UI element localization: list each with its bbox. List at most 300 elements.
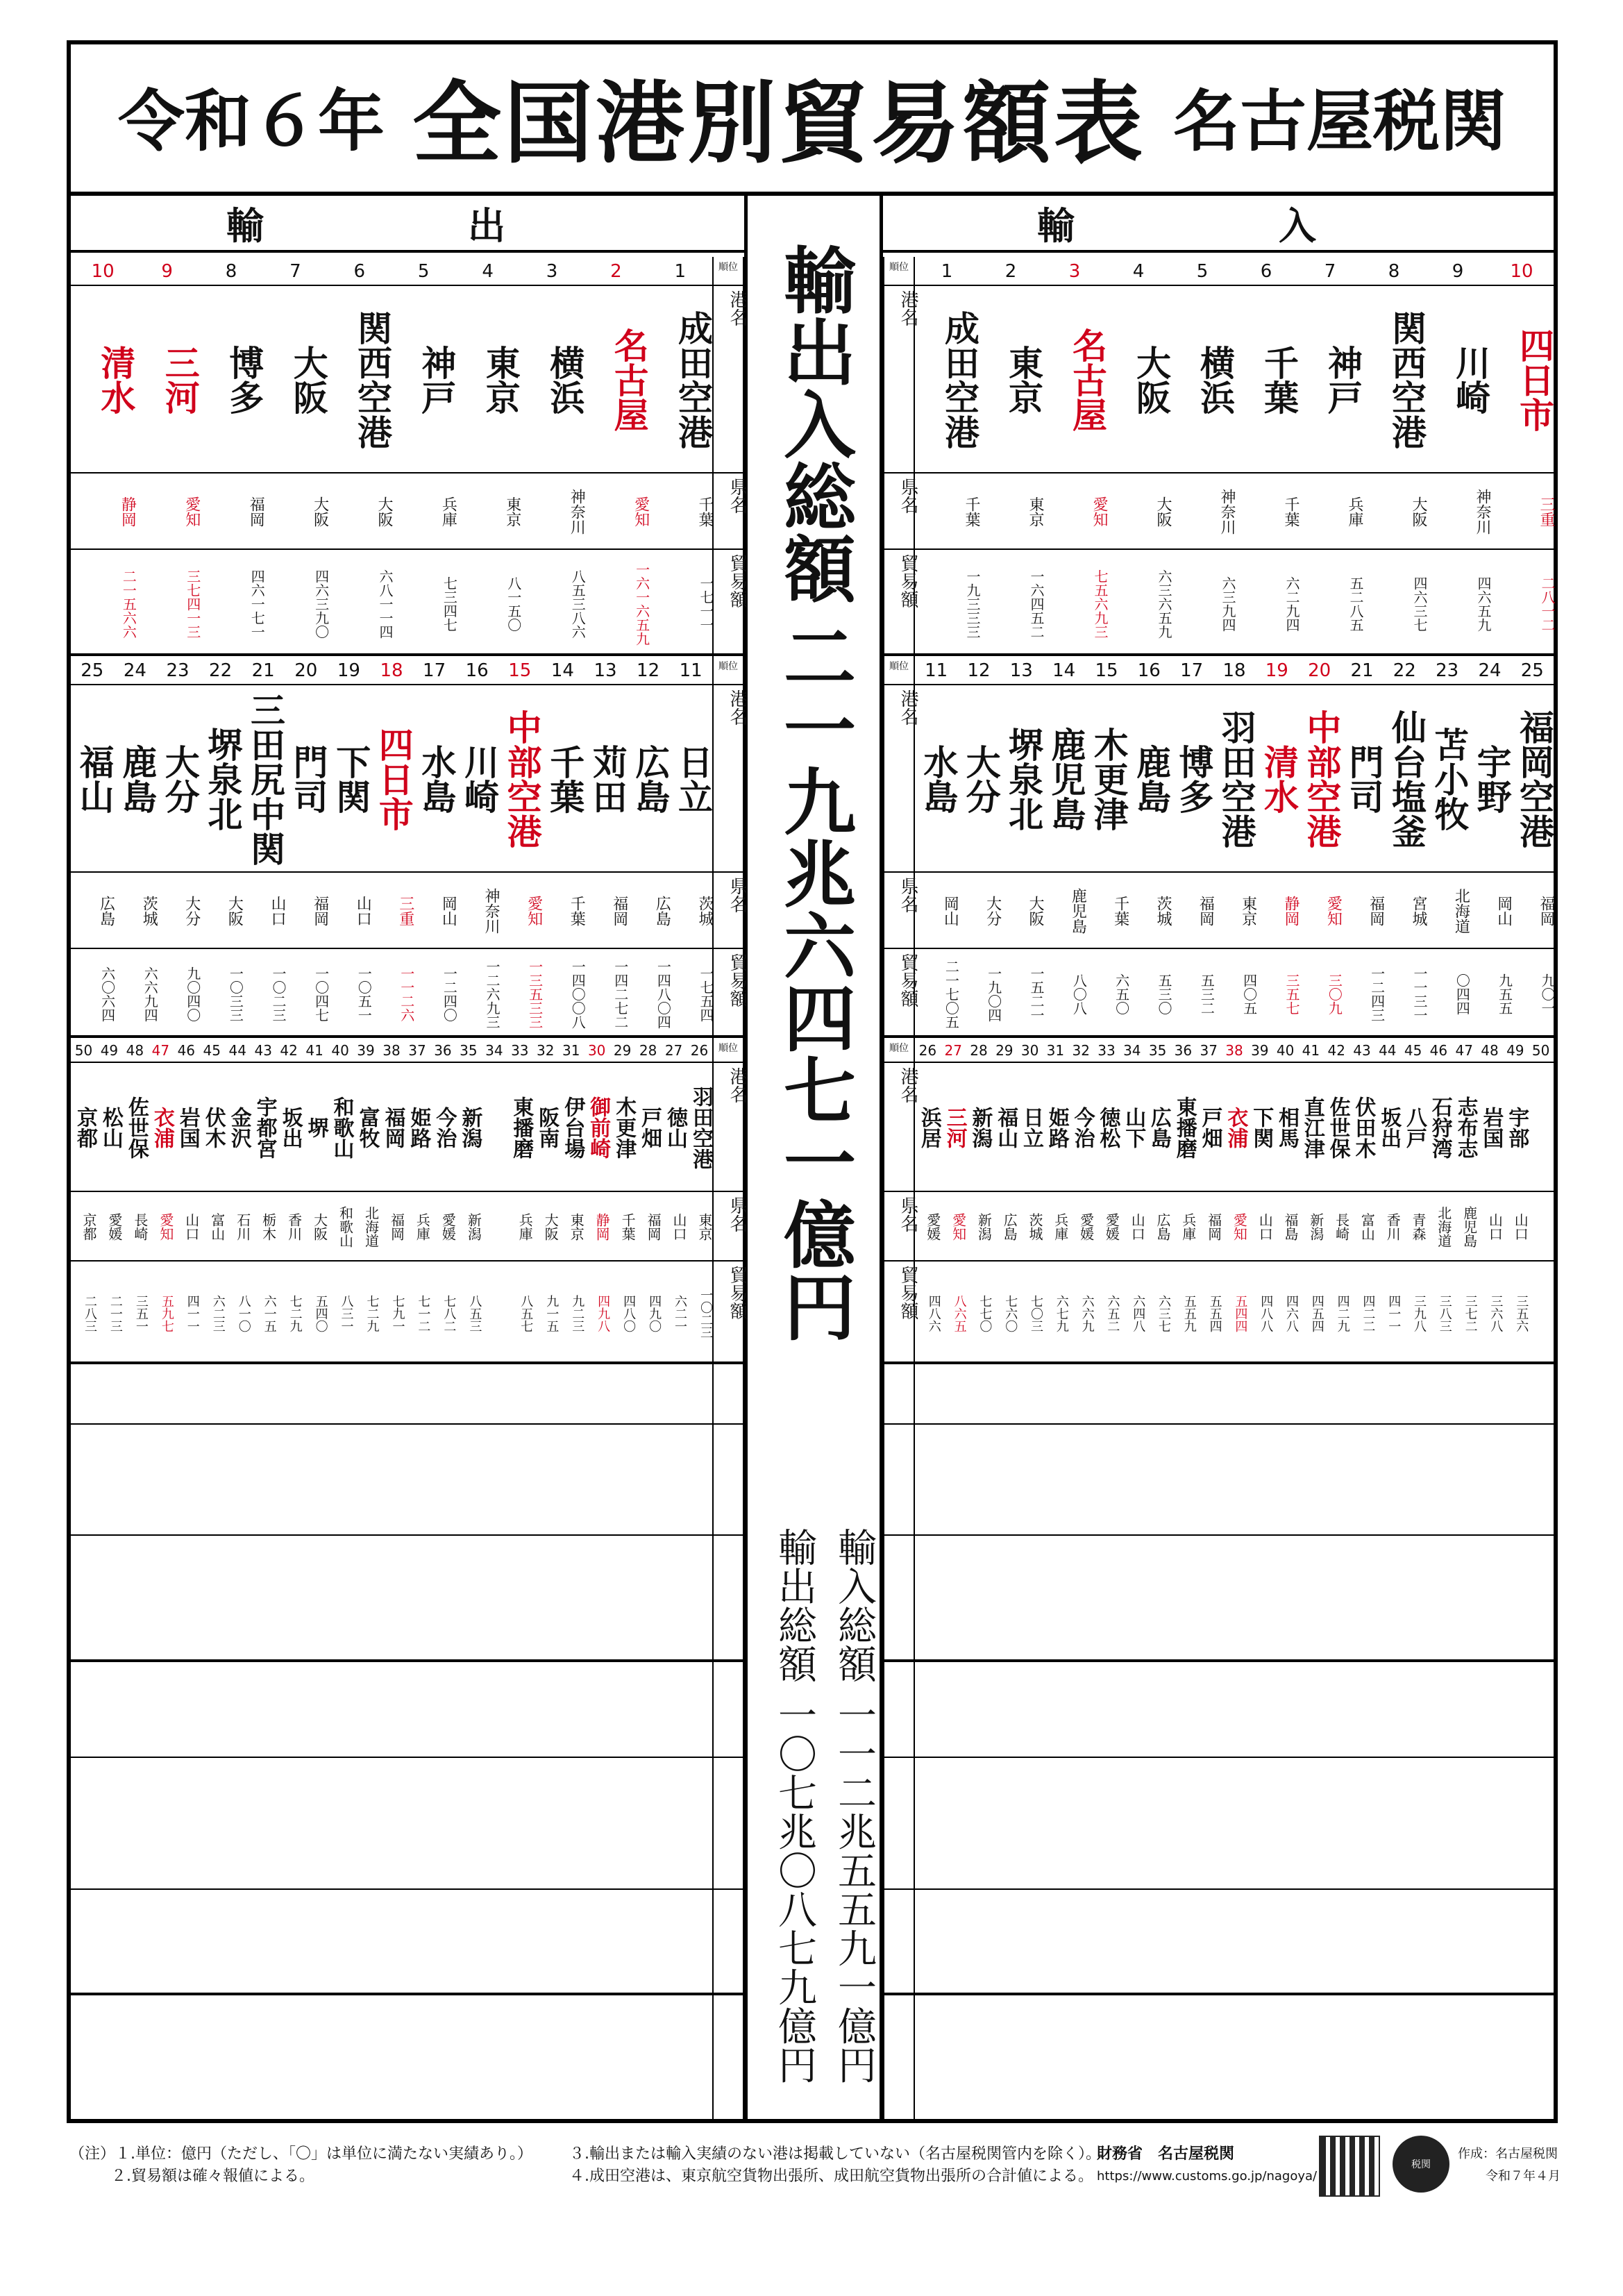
export-rank: 50 [74, 1042, 93, 1059]
export-rank: 46 [177, 1042, 196, 1059]
export-row-divider [71, 1260, 744, 1262]
export-port-name: 川崎 [458, 744, 499, 814]
import-prefecture: 神奈川 [1218, 489, 1236, 535]
import-label-column [883, 1364, 915, 2123]
export-rank: 35 [460, 1042, 478, 1059]
import-prefecture: 愛媛 [924, 1213, 941, 1241]
export-rank: 8 [225, 261, 237, 282]
import-label-port: 港名 [898, 689, 918, 726]
export-label-amount: 貿易額 [727, 953, 748, 1007]
import-rank: 7 [1324, 261, 1336, 282]
import-port-name: 三河 [942, 1107, 967, 1148]
export-label-pref: 県名 [727, 478, 748, 514]
export-prefecture: 茨城 [140, 896, 158, 926]
import-port-name: 戸畑 [1197, 1107, 1222, 1148]
import-rank: 34 [1123, 1042, 1141, 1059]
export-rank: 20 [294, 660, 318, 681]
export-rank: 31 [562, 1042, 580, 1059]
import-row-divider [883, 1659, 1554, 1662]
import-port-name: 山下 [1121, 1107, 1146, 1148]
import-rank: 28 [970, 1042, 988, 1059]
import-rank: 3 [1068, 261, 1081, 282]
export-prefecture: 福岡 [388, 1213, 405, 1241]
export-rank: 48 [126, 1042, 144, 1059]
import-port-name: 苫小牧 [1429, 727, 1470, 831]
import-prefecture: 香川 [1384, 1213, 1402, 1241]
export-row-divider [71, 1062, 744, 1063]
import-label-rank: 順位 [889, 1043, 909, 1054]
export-port-name: 水島 [416, 744, 457, 814]
export-port-name: 成田空港 [672, 310, 713, 449]
import-row-divider [883, 871, 1554, 873]
import-prefecture: 北海道 [1452, 888, 1470, 934]
export-trade-amount: 九一五 [544, 1295, 560, 1332]
import-port-name: 坂出 [1377, 1107, 1402, 1148]
import-label-port: 港名 [898, 290, 918, 326]
export-label-amount: 貿易額 [727, 554, 748, 608]
import-rank: 25 [1520, 660, 1544, 681]
export-rank: 19 [337, 660, 360, 681]
export-port-name: 新潟 [457, 1107, 482, 1148]
author-label: 作成：名古屋税関 [1458, 2147, 1558, 2161]
import-rank: 8 [1388, 261, 1400, 282]
import-port-name: 神戸 [1322, 345, 1363, 414]
import-prefecture: 愛媛 [1103, 1213, 1120, 1241]
import-rank: 13 [1009, 660, 1033, 681]
export-port-name: 千葉 [544, 744, 585, 814]
export-prefecture: 大分 [183, 896, 201, 926]
export-rank: 41 [305, 1042, 323, 1059]
export-trade-amount: 二八三 [82, 1295, 97, 1332]
export-trade-amount: 八一五〇 [505, 576, 522, 632]
export-port-name: 名古屋 [608, 328, 649, 432]
import-port-name: 八戸 [1402, 1107, 1427, 1148]
import-port-name: 新潟 [968, 1107, 993, 1148]
import-prefecture: 東京 [1239, 896, 1257, 926]
import-row-divider [883, 548, 1554, 550]
export-trade-amount: 二一三 [108, 1295, 123, 1332]
import-rank: 18 [1222, 660, 1246, 681]
export-prefecture: 広島 [97, 896, 115, 926]
export-rank: 30 [587, 1042, 606, 1059]
export-rank: 34 [485, 1042, 503, 1059]
export-rank: 42 [280, 1042, 298, 1059]
export-prefecture: 大阪 [542, 1213, 560, 1241]
import-trade-amount: 四六三七 [1411, 576, 1428, 632]
import-prefecture: 福岡 [1537, 896, 1555, 926]
import-rank: 24 [1478, 660, 1502, 681]
import-rank: 42 [1327, 1042, 1345, 1059]
import-port-name: 川崎 [1450, 345, 1490, 414]
import-rank: 27 [944, 1042, 962, 1059]
footnote-2: ２.貿易額は確々報値による。 [111, 2168, 314, 2185]
import-trade-amount: 一五二一 [1027, 966, 1045, 1022]
export-trade-amount: 一七一一 [697, 576, 714, 632]
import-port-name: 衣浦 [1223, 1107, 1248, 1148]
export-rank: 44 [228, 1042, 246, 1059]
import-port-name: 大阪 [1131, 345, 1171, 414]
import-rank: 44 [1379, 1042, 1397, 1059]
import-rank: 33 [1098, 1042, 1116, 1059]
export-trade-amount [481, 1266, 507, 1361]
import-row-divider [883, 1888, 1554, 1890]
export-port-name: 大分 [159, 744, 200, 814]
export-prefecture: 神奈川 [568, 489, 586, 535]
import-label-pref: 県名 [898, 1196, 918, 1232]
export-trade-amount: 六二三 [210, 1295, 226, 1332]
import-row-divider [883, 1191, 1554, 1192]
export-trade-amount: 三七四一三 [184, 569, 201, 639]
export-rank: 2 [610, 261, 622, 282]
import-trade-amount: 五四四 [1233, 1295, 1248, 1332]
import-trade-amount: 五三〇 [1155, 973, 1172, 1015]
import-prefecture: 愛知 [950, 1213, 967, 1241]
import-row-divider [883, 1534, 1554, 1536]
import-rank: 31 [1046, 1042, 1065, 1059]
export-prefecture: 東京 [696, 1213, 713, 1241]
import-rank: 22 [1393, 660, 1416, 681]
export-trade-amount: 四九八 [596, 1295, 611, 1332]
export-lower-blocks [71, 1364, 744, 2123]
export-rank: 28 [639, 1042, 657, 1059]
export-rank: 27 [664, 1042, 683, 1059]
export-prefecture: 東京 [503, 496, 521, 527]
export-trade-amount: 一四八〇四 [655, 960, 672, 1029]
import-prefecture: 大阪 [1410, 496, 1427, 527]
export-trade-amount: 一四二七二 [612, 960, 629, 1029]
import-row-divider [883, 948, 1554, 949]
export-port-name: 伏木 [201, 1107, 226, 1148]
import-trade-amount: 六七九 [1054, 1295, 1069, 1332]
import-trade-amount: 四五四 [1309, 1295, 1325, 1332]
import-trade-amount: 八六五 [952, 1295, 967, 1332]
import-port-name: 四日市 [1514, 328, 1554, 432]
export-prefecture: 福岡 [645, 1213, 662, 1241]
import-prefecture: 岡山 [1495, 896, 1513, 926]
import-rank: 5 [1196, 261, 1209, 282]
import-label-rank: 順位 [889, 262, 909, 273]
import-prefecture: 広島 [1154, 1213, 1171, 1241]
export-port-name: 関西空港 [351, 310, 392, 449]
import-port-name: 佐世保 [1325, 1096, 1350, 1159]
import-prefecture: 福島 [1281, 1213, 1299, 1241]
export-trade-amount: 七八二 [442, 1295, 457, 1332]
import-prefecture: 長崎 [1333, 1213, 1350, 1241]
import-trade-amount: 四八八 [1259, 1295, 1274, 1332]
export-rank: 43 [254, 1042, 272, 1059]
export-rank: 12 [637, 660, 660, 681]
export-port-name: 福岡 [380, 1107, 405, 1148]
import-rank: 17 [1180, 660, 1204, 681]
export-port-name: 坂出 [278, 1107, 303, 1148]
export-rank: 15 [508, 660, 532, 681]
import-trade-amount: 六三九四 [1220, 576, 1236, 632]
title-year: 令和６年 [117, 82, 385, 160]
export-prefecture: 愛知 [632, 496, 650, 527]
import-row-divider [883, 1757, 1554, 1758]
import-prefecture: 新潟 [975, 1213, 993, 1241]
export-port-name: 広島 [630, 744, 671, 814]
export-port-name: 佐世保 [124, 1096, 149, 1159]
import-rank: 21 [1350, 660, 1374, 681]
import-rank: 49 [1506, 1042, 1524, 1059]
export-port-name: 下関 [330, 744, 371, 814]
export-rank: 9 [161, 261, 173, 282]
import-row-divider [883, 1260, 1554, 1262]
export-prefecture: 山口 [671, 1213, 688, 1241]
import-port-name: 直江津 [1300, 1096, 1325, 1159]
import-trade-amount: 四二九 [1335, 1295, 1350, 1332]
export-prefecture: 静岡 [119, 496, 137, 527]
export-label-port: 港名 [727, 1067, 748, 1103]
import-lower-blocks [883, 1364, 1554, 2123]
import-header: 輸 入 [883, 196, 1554, 253]
export-prefecture: 大阪 [226, 896, 244, 926]
import-port-name: 東京 [1003, 345, 1043, 414]
import-rank: 40 [1276, 1042, 1295, 1059]
export-rank: 3 [546, 261, 558, 282]
export-prefecture: 神奈川 [482, 888, 500, 934]
import-rank: 46 [1429, 1042, 1448, 1059]
export-header: 輸 出 [71, 196, 744, 253]
export-trade-amount: 四八〇 [621, 1295, 637, 1332]
export-port-name: 東播磨 [509, 1096, 534, 1159]
export-row-divider [71, 948, 744, 949]
export-trade-amount: 一〇五一 [355, 966, 373, 1022]
import-port-name: 横浜 [1195, 345, 1235, 414]
import-rank: 12 [967, 660, 991, 681]
import-prefecture: 広島 [1001, 1213, 1018, 1241]
export-trade-amount: 一二六九三 [483, 960, 501, 1029]
import-prefecture: 福岡 [1367, 896, 1385, 926]
export-trade-amount: 四六一七一 [249, 569, 266, 639]
import-rank: 10 [1510, 261, 1533, 282]
page-title: 全国港別貿易額表 [412, 72, 1145, 176]
import-port-name: 関西空港 [1386, 310, 1427, 449]
import-prefecture: 山口 [1129, 1213, 1146, 1241]
import-prefecture: 富山 [1359, 1213, 1376, 1241]
import-trade-amount: 六六九 [1079, 1295, 1095, 1332]
import-prefecture: 宮城 [1409, 896, 1427, 926]
import-prefecture: 山口 [1486, 1213, 1504, 1241]
export-prefecture: 福岡 [610, 896, 628, 926]
import-trade-amount: 一九三三三 [964, 569, 981, 639]
import-rank: 16 [1137, 660, 1161, 681]
import-rank: 1 [941, 261, 953, 282]
export-rank: 40 [331, 1042, 349, 1059]
import-rank: 30 [1020, 1042, 1039, 1059]
export-prefecture: 千葉 [696, 496, 714, 527]
export-prefecture: 兵庫 [516, 1213, 534, 1241]
export-trade-amount: 八五七 [519, 1295, 534, 1332]
export-rank: 14 [550, 660, 574, 681]
import-prefecture: 茨城 [1154, 896, 1172, 926]
import-prefecture [1528, 1196, 1554, 1257]
export-trade-amount: 四一一 [185, 1295, 200, 1332]
export-trade-amount: 一三五三三 [526, 960, 544, 1029]
import-port-name: 志布志 [1453, 1096, 1478, 1159]
export-trade-amount: 二一五六六 [120, 569, 137, 639]
import-port-name: 東播磨 [1172, 1096, 1197, 1159]
import-trade-amount: 六四八 [1131, 1295, 1146, 1332]
export-total: 輸出総額 一〇七兆〇八七九億円 [772, 1527, 817, 2084]
import-port-name: 姫路 [1044, 1107, 1069, 1148]
export-label-amount: 貿易額 [727, 1266, 748, 1320]
import-trade-amount: 三八三 [1437, 1295, 1452, 1332]
import-row-divider [883, 1062, 1554, 1063]
import-rank: 32 [1072, 1042, 1090, 1059]
export-prefecture: 山口 [354, 896, 372, 926]
export-trade-amount: 六〇六四 [99, 966, 116, 1022]
export-row-divider [71, 1423, 744, 1425]
export-trade-amount: 一一二六 [398, 966, 415, 1022]
export-prefecture: 岡山 [439, 896, 457, 926]
export-prefecture: 愛媛 [106, 1213, 123, 1241]
import-prefecture: 大阪 [1026, 896, 1044, 926]
export-port-name: 横浜 [544, 345, 585, 414]
import-port-name: 伏田木 [1351, 1096, 1376, 1159]
export-prefecture: 茨城 [696, 896, 714, 926]
import-trade-amount: 七〇三 [1028, 1295, 1043, 1332]
footnote-1: （注）１.単位：億円（ただし、「〇」は単位に満たない実績あり。） [69, 2145, 532, 2163]
export-rank: 23 [166, 660, 190, 681]
export-trade-amount: 五四〇 [313, 1295, 328, 1332]
import-port-name: 浜居 [916, 1107, 941, 1148]
export-trade-amount: 一二四〇 [441, 966, 458, 1022]
import-port-name: 今治 [1070, 1107, 1095, 1148]
import-trade-amount: 一六四五二 [1028, 569, 1045, 639]
import-trade-amount: 二八一二 [1539, 576, 1556, 632]
export-label-rank: 順位 [718, 1043, 738, 1054]
export-port-name: 堺泉北 [202, 727, 243, 831]
export-port-name: 羽田空港 [688, 1086, 713, 1169]
export-label-rank: 順位 [718, 262, 738, 273]
export-trade-amount: 八三一 [339, 1295, 354, 1332]
import-port-name: 仙台塩釜 [1386, 710, 1427, 848]
export-prefecture: 静岡 [594, 1213, 611, 1241]
export-rank: 5 [417, 261, 430, 282]
import-trade-amount: 五二八五 [1347, 576, 1364, 632]
import-port-name: 堺泉北 [1002, 727, 1043, 831]
import-prefecture: 千葉 [963, 496, 980, 527]
export-rank: 38 [382, 1042, 401, 1059]
export-rank: 7 [289, 261, 301, 282]
export-port-name [481, 1067, 507, 1188]
import-trade-amount: 七七〇 [977, 1295, 993, 1332]
export-prefecture: 愛知 [157, 1213, 174, 1241]
import-trade-amount: 六三六五九 [1156, 569, 1172, 639]
export-prefecture: 広島 [653, 896, 671, 926]
import-port-name: 宇野 [1471, 744, 1512, 814]
import-trade-amount: 二一七〇五 [943, 960, 960, 1029]
import-rank: 2 [1004, 261, 1017, 282]
import-label-pref: 県名 [898, 478, 918, 514]
export-prefecture: 千葉 [568, 896, 586, 926]
import-rank: 20 [1308, 660, 1331, 681]
import-rank: 4 [1132, 261, 1145, 282]
export-rank: 6 [353, 261, 366, 282]
export-prefecture: 香川 [285, 1213, 303, 1241]
import-row-divider [883, 1423, 1554, 1425]
export-port-name: 三河 [159, 345, 200, 414]
import-rank: 38 [1225, 1042, 1243, 1059]
export-trade-amount: 一〇三三 [227, 966, 244, 1022]
import-row-divider [883, 684, 1554, 685]
footnote-3: ３.輸出または輸入実績のない港は掲載していない（名古屋税関管内を除く）。 [569, 2145, 1101, 2163]
import-trade-amount: 九〇一 [1538, 973, 1556, 1015]
export-port-name: 木更津 [612, 1096, 637, 1159]
export-trade-amount: 九〇四〇 [184, 966, 201, 1022]
import-trade-amount: 三五七 [1283, 973, 1300, 1015]
website-url[interactable]: https://www.customs.go.jp/nagoya/ [1097, 2169, 1318, 2184]
import-prefecture: 愛知 [1231, 1213, 1248, 1241]
export-prefecture: 東京 [568, 1213, 585, 1241]
import-port-name: 岩国 [1479, 1107, 1504, 1148]
import-trade-amount: 一二四三 [1368, 966, 1386, 1022]
import-prefecture: 三重 [1538, 496, 1555, 527]
export-trade-amount: 一四〇〇八 [569, 960, 587, 1029]
import-port-name: 水島 [918, 744, 959, 814]
import-trade-amount: 三〇九 [1326, 973, 1343, 1015]
import-prefecture: 兵庫 [1052, 1213, 1069, 1241]
import-trade-amount: 四二二 [1361, 1295, 1376, 1332]
export-rank: 33 [511, 1042, 529, 1059]
export-label-port: 港名 [727, 290, 748, 326]
import-row-divider [883, 285, 1554, 286]
export-trade-amount: 六六九四 [142, 966, 159, 1022]
import-rank: 47 [1455, 1042, 1473, 1059]
export-rank: 24 [123, 660, 146, 681]
import-trade-amount: 七五六九三 [1092, 569, 1109, 639]
export-trade-amount: 一六一六五九 [633, 562, 650, 646]
qr-code[interactable] [1319, 2136, 1380, 2197]
import-trade-amount: 一一三一 [1411, 966, 1428, 1022]
import-row-divider [883, 1993, 1554, 1995]
export-rank: 22 [209, 660, 233, 681]
export-trade-amount: 六二一 [673, 1295, 688, 1332]
export-trade-amount: 一〇四七 [312, 966, 330, 1022]
import-rank: 11 [925, 660, 948, 681]
import-prefecture: 山口 [1512, 1213, 1529, 1241]
export-port-name: 三田尻中関 [244, 692, 285, 866]
import-prefecture: 新潟 [1307, 1213, 1325, 1241]
import-prefecture: 静岡 [1281, 896, 1300, 926]
export-row-divider [71, 1993, 744, 1995]
export-prefecture: 京都 [80, 1213, 97, 1241]
export-row-divider [71, 1757, 744, 1758]
import-trade-amount: 一九〇四 [985, 966, 1002, 1022]
export-rank: 47 [151, 1042, 170, 1059]
export-rank: 17 [423, 660, 446, 681]
import-prefecture: 岡山 [941, 896, 959, 926]
import-label-rank: 順位 [889, 661, 909, 672]
export-trade-amount: 六一五 [262, 1295, 277, 1332]
export-trade-amount: 一〇二三 [698, 1289, 713, 1339]
export-rank: 10 [91, 261, 115, 282]
export-label-pref: 県名 [727, 1196, 748, 1232]
import-trade-amount: 四六八 [1284, 1295, 1299, 1332]
import-prefecture: 福岡 [1197, 896, 1215, 926]
export-trade-amount: 四九〇 [647, 1295, 662, 1332]
export-prefecture: 大阪 [311, 1213, 328, 1241]
export-trade-amount: 九二三 [570, 1295, 585, 1332]
export-port-name: 博多 [224, 345, 264, 414]
import-port-name: 日立 [1018, 1107, 1043, 1148]
export-rank: 18 [380, 660, 403, 681]
export-rank: 36 [434, 1042, 452, 1059]
title-customs: 名古屋税関 [1173, 82, 1506, 160]
export-trade-amount: 八一〇 [236, 1295, 251, 1332]
